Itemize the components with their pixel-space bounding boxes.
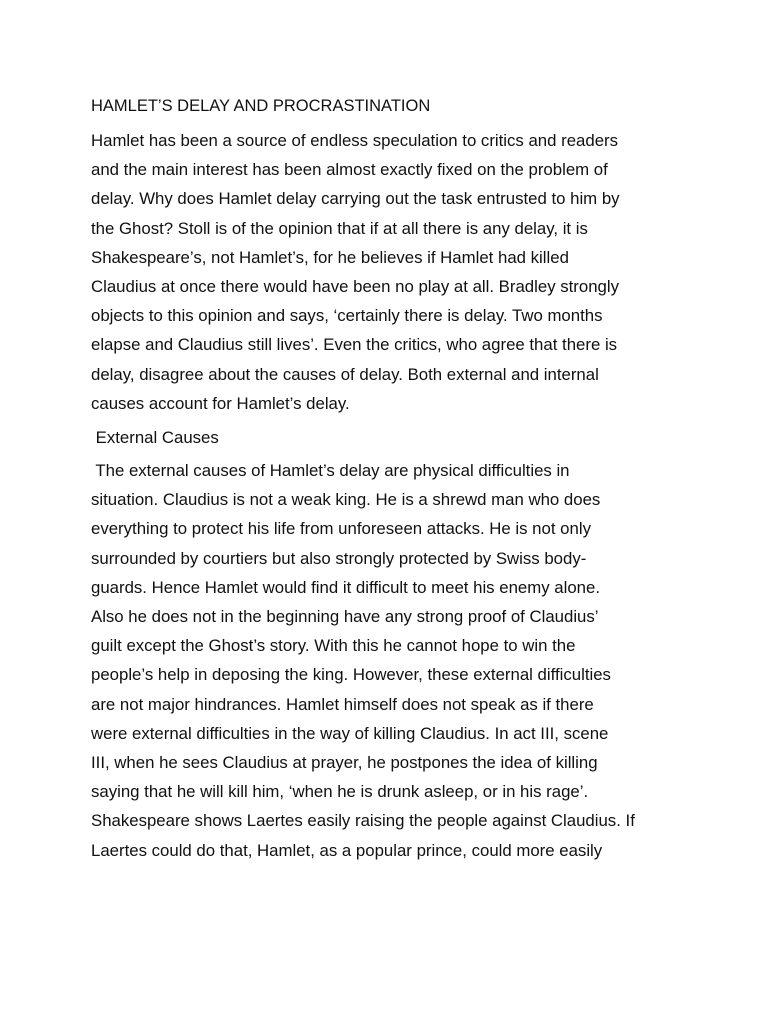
text-line: situation. Claudius is not a weak king. He is a shrewd man who does	[91, 490, 601, 510]
text-line: everything to protect his life from unforeseen attacks. He is not only	[91, 519, 591, 539]
text-line: people’s help in deposing the king. However, these external difficulties	[91, 665, 611, 685]
text-line: the Ghost? Stoll is of the opinion that if at all there is any delay, it is	[91, 218, 588, 238]
section-heading: External Causes	[91, 428, 219, 448]
text-line: Claudius at once there would have been no play at all. Bradley strongly	[91, 277, 620, 297]
text-line: and the main interest has been almost exactly fixed on the problem of	[91, 160, 608, 180]
text-line: were external difficulties in the way of killing Claudius. In act III, scene	[91, 723, 609, 743]
text-line: surrounded by courtiers but also strongly protected by Swiss body-	[91, 548, 587, 568]
text-line: Hamlet has been a source of endless speculation to critics and readers	[91, 131, 619, 150]
external-causes-paragraph	[91, 456, 691, 865]
text-line: saying that he will kill him, ‘when he is drunk asleep, or in his rage’.	[91, 782, 589, 802]
text-line: guards. Hence Hamlet would find it difficult to meet his enemy alone.	[91, 577, 600, 597]
text-line: elapse and Claudius still lives’. Even the critics, who agree that there is	[91, 335, 618, 355]
text-line: delay. Why does Hamlet delay carrying out the task entrusted to him by	[91, 189, 620, 209]
text-line: Shakespeare shows Laertes easily raising the people against Claudius. If	[91, 811, 635, 831]
text-line: are not major hindrances. Hamlet himself does not speak as if there	[91, 694, 594, 714]
text-line: delay, disagree about the causes of delay. Both external and internal	[91, 364, 599, 384]
document-body	[91, 92, 691, 870]
text-line: Also he does not in the beginning have any strong proof of Claudius’	[91, 607, 599, 627]
document-title: HAMLET’S DELAY AND PROCRASTINATION	[91, 97, 431, 115]
text-line: guilt except the Ghost’s story. With this he cannot hope to win the	[91, 636, 576, 656]
text-line: Shakespeare’s, not Hamlet’s, for he believes if Hamlet had killed	[91, 247, 569, 267]
text-line: The external causes of Hamlet’s delay are physical difficulties in	[91, 461, 570, 481]
text-line: causes account for Hamlet’s delay.	[91, 393, 350, 413]
intro-paragraph	[91, 126, 691, 418]
text-line: objects to this opinion and says, ‘certainly there is delay. Two months	[91, 306, 603, 326]
text-line: Laertes could do that, Hamlet, as a popular prince, could more easily	[91, 840, 603, 860]
text-line: III, when he sees Claudius at prayer, he postpones the idea of killing	[91, 753, 598, 773]
